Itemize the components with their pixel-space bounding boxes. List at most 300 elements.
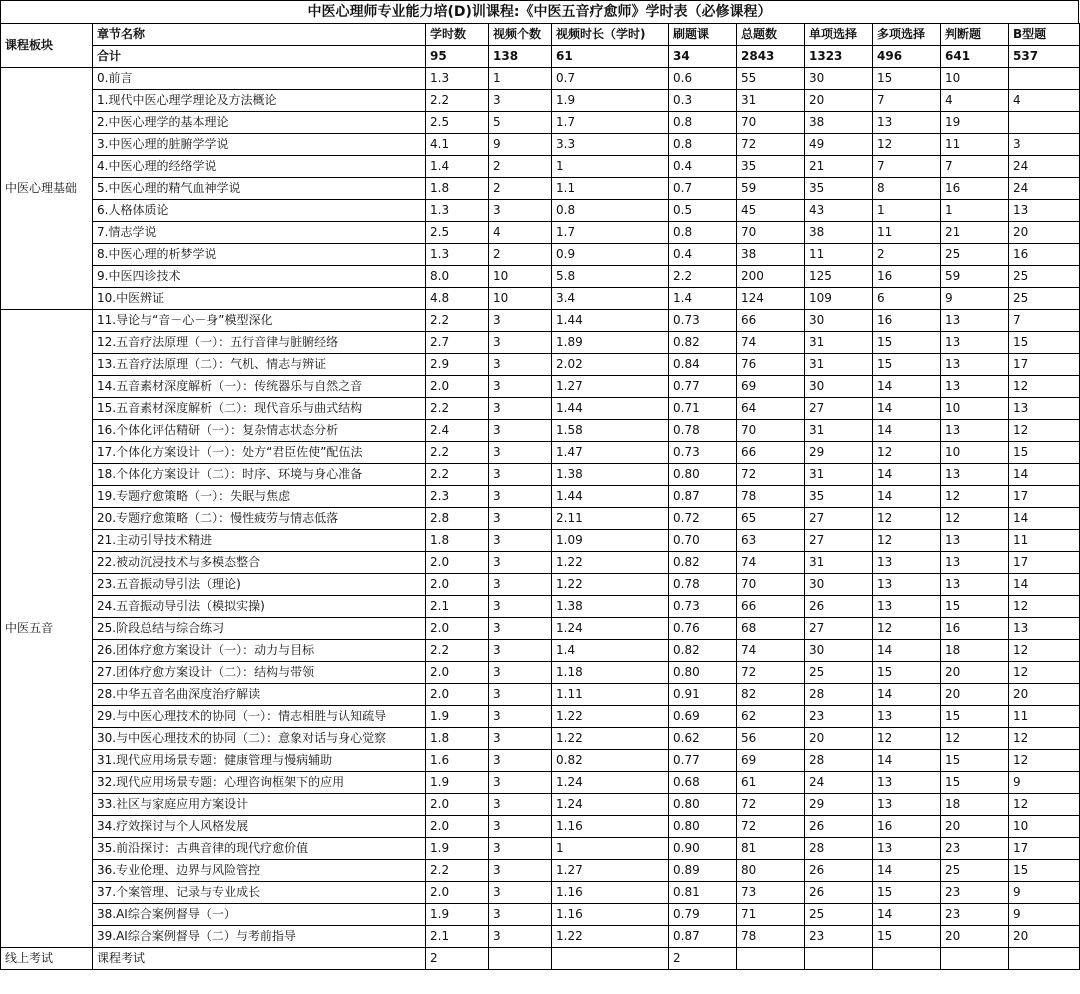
table-row <box>1 200 1080 222</box>
value-cell: 9 <box>489 134 552 156</box>
value-cell: 12 <box>873 442 941 464</box>
value-cell: 70 <box>737 112 805 134</box>
value-cell: 9 <box>941 288 1009 310</box>
value-cell: 3 <box>489 794 552 816</box>
value-cell: 2 <box>489 178 552 200</box>
value-cell: 3 <box>489 486 552 508</box>
value-cell: 3 <box>489 728 552 750</box>
value-cell: 3 <box>489 530 552 552</box>
value-cell: 8 <box>873 178 941 200</box>
value-cell: 13 <box>941 464 1009 486</box>
value-cell: 0.70 <box>669 530 737 552</box>
value-cell: 1.22 <box>552 552 669 574</box>
value-cell: 8.0 <box>426 266 489 288</box>
value-cell: 15 <box>941 750 1009 772</box>
chapter-name-cell: 10.中医辨证 <box>93 288 426 310</box>
value-cell: 2.4 <box>426 420 489 442</box>
value-cell: 0.8 <box>669 134 737 156</box>
value-cell: 3 <box>489 882 552 904</box>
value-cell: 4.1 <box>426 134 489 156</box>
value-cell: 82 <box>737 684 805 706</box>
value-cell: 2.2 <box>669 266 737 288</box>
value-cell: 12 <box>941 728 1009 750</box>
value-cell: 1.09 <box>552 530 669 552</box>
value-cell: 16 <box>1009 244 1080 266</box>
value-cell: 73 <box>737 882 805 904</box>
value-cell: 200 <box>737 266 805 288</box>
value-cell: 12 <box>1009 596 1080 618</box>
value-cell: 27 <box>805 508 873 530</box>
chapter-name-cell: 36.专业伦理、边界与风险管控 <box>93 860 426 882</box>
value-cell: 26 <box>805 816 873 838</box>
value-cell: 0.73 <box>669 310 737 332</box>
value-cell: 3 <box>489 816 552 838</box>
value-cell: 1.44 <box>552 398 669 420</box>
value-cell: 2.0 <box>426 816 489 838</box>
value-cell: 12 <box>873 508 941 530</box>
value-cell: 1.18 <box>552 662 669 684</box>
value-cell: 3 <box>489 442 552 464</box>
course-hours-table <box>0 23 1080 970</box>
chapter-name-cell: 26.团体疗愈方案设计（一）：动力与目标 <box>93 640 426 662</box>
value-cell <box>1009 948 1080 970</box>
value-cell: 3 <box>489 420 552 442</box>
value-cell: 3 <box>489 552 552 574</box>
value-cell: 63 <box>737 530 805 552</box>
value-cell: 3 <box>489 618 552 640</box>
value-cell: 31 <box>805 552 873 574</box>
value-cell: 3 <box>489 838 552 860</box>
sheet-title: 中医心理师专业能力培(D)训课程:《中医五音疗愈师》学时表（必修课程） <box>0 0 1079 23</box>
table-row <box>1 112 1080 134</box>
value-cell: 1.9 <box>426 772 489 794</box>
value-cell: 74 <box>737 640 805 662</box>
value-cell: 72 <box>737 134 805 156</box>
value-cell <box>941 948 1009 970</box>
value-cell: 0.71 <box>669 398 737 420</box>
value-cell: 78 <box>737 486 805 508</box>
value-cell: 0.77 <box>669 750 737 772</box>
value-cell: 13 <box>941 420 1009 442</box>
table-row <box>1 68 1080 90</box>
chapter-name-cell: 31.现代应用场景专题：健康管理与慢病辅助 <box>93 750 426 772</box>
value-cell: 13 <box>873 112 941 134</box>
value-cell: 14 <box>1009 464 1080 486</box>
value-cell: 1 <box>552 156 669 178</box>
value-cell: 15 <box>1009 332 1080 354</box>
value-cell: 1.22 <box>552 728 669 750</box>
value-cell: 15 <box>873 926 941 948</box>
value-cell: 65 <box>737 508 805 530</box>
value-cell: 0.76 <box>669 618 737 640</box>
value-cell: 28 <box>805 684 873 706</box>
value-cell: 2.0 <box>426 574 489 596</box>
value-cell: 125 <box>805 266 873 288</box>
chapter-name-cell: 2.中医心理学的基本理论 <box>93 112 426 134</box>
value-cell: 1.8 <box>426 178 489 200</box>
value-cell: 12 <box>873 530 941 552</box>
value-cell: 1.7 <box>552 112 669 134</box>
column-header-cell: 视频个数 <box>489 24 552 46</box>
table-row <box>1 156 1080 178</box>
chapter-name-cell: 24.五音振动导引法（模拟实操) <box>93 596 426 618</box>
value-cell: 13 <box>941 530 1009 552</box>
value-cell: 15 <box>1009 860 1080 882</box>
value-cell: 12 <box>941 508 1009 530</box>
table-row <box>1 596 1080 618</box>
chapter-name-cell: 27.团体疗愈方案设计（二）：结构与带领 <box>93 662 426 684</box>
value-cell: 55 <box>737 68 805 90</box>
table-row <box>1 376 1080 398</box>
value-cell: 30 <box>805 376 873 398</box>
value-cell: 70 <box>737 222 805 244</box>
value-cell: 31 <box>805 354 873 376</box>
value-cell: 0.79 <box>669 904 737 926</box>
value-cell: 17 <box>1009 354 1080 376</box>
chapter-name-cell: 28.中华五音名曲深度治疗解读 <box>93 684 426 706</box>
value-cell: 30 <box>805 310 873 332</box>
table-row <box>1 508 1080 530</box>
value-cell: 0.82 <box>552 750 669 772</box>
value-cell: 24 <box>805 772 873 794</box>
value-cell: 20 <box>1009 926 1080 948</box>
value-cell: 31 <box>805 420 873 442</box>
chapter-name-cell: 1.现代中医心理学理论及方法概论 <box>93 90 426 112</box>
value-cell: 2.8 <box>426 508 489 530</box>
table-row <box>1 332 1080 354</box>
value-cell: 25 <box>1009 266 1080 288</box>
value-cell: 14 <box>873 464 941 486</box>
value-cell: 38 <box>805 222 873 244</box>
value-cell: 12 <box>1009 376 1080 398</box>
value-cell: 0.77 <box>669 376 737 398</box>
value-cell: 10 <box>941 398 1009 420</box>
value-cell: 0.69 <box>669 706 737 728</box>
chapter-name-cell: 19.专题疗愈策略（一）：失眠与焦虑 <box>93 486 426 508</box>
table-row <box>1 684 1080 706</box>
value-cell: 13 <box>1009 618 1080 640</box>
table-row <box>1 486 1080 508</box>
value-cell: 13 <box>873 596 941 618</box>
value-cell: 1.89 <box>552 332 669 354</box>
chapter-name-cell: 16.个体化评估精研（一）：复杂情志状态分析 <box>93 420 426 442</box>
value-cell: 1.16 <box>552 904 669 926</box>
value-cell: 26 <box>805 882 873 904</box>
chapter-name-cell: 39.AI综合案例督导（二）与考前指导 <box>93 926 426 948</box>
value-cell: 1.22 <box>552 926 669 948</box>
value-cell: 2.2 <box>426 90 489 112</box>
value-cell: 0.80 <box>669 816 737 838</box>
value-cell: 13 <box>941 332 1009 354</box>
value-cell <box>1009 68 1080 90</box>
module-cell: 中医心理基础 <box>1 68 93 310</box>
value-cell: 1.44 <box>552 310 669 332</box>
value-cell: 7 <box>873 90 941 112</box>
value-cell: 1.47 <box>552 442 669 464</box>
chapter-name-cell: 9.中医四诊技术 <box>93 266 426 288</box>
module-header-cell: 课程板块 <box>1 24 93 68</box>
table-row <box>1 816 1080 838</box>
value-cell: 0.80 <box>669 794 737 816</box>
table-body <box>1 24 1080 970</box>
table-row <box>1 244 1080 266</box>
value-cell: 2.2 <box>426 398 489 420</box>
value-cell: 78 <box>737 926 805 948</box>
value-cell: 20 <box>941 926 1009 948</box>
value-cell: 11 <box>1009 530 1080 552</box>
value-cell <box>805 948 873 970</box>
value-cell: 0.3 <box>669 90 737 112</box>
value-cell: 1.6 <box>426 750 489 772</box>
value-cell: 59 <box>941 266 1009 288</box>
value-cell: 2.5 <box>426 222 489 244</box>
value-cell: 16 <box>873 310 941 332</box>
table-row <box>1 398 1080 420</box>
value-cell: 0.90 <box>669 838 737 860</box>
chapter-name-cell: 20.专题疗愈策略（二）：慢性疲劳与情志低落 <box>93 508 426 530</box>
value-cell: 14 <box>873 640 941 662</box>
value-cell: 15 <box>941 772 1009 794</box>
chapter-name-cell: 25.阶段总结与综合练习 <box>93 618 426 640</box>
value-cell: 14 <box>1009 508 1080 530</box>
value-cell: 2 <box>873 244 941 266</box>
value-cell: 2.7 <box>426 332 489 354</box>
chapter-name-cell: 34.疗效探讨与个人风格发展 <box>93 816 426 838</box>
chapter-name-cell: 15.五音素材深度解析（二）：现代音乐与曲式结构 <box>93 398 426 420</box>
value-cell: 30 <box>805 574 873 596</box>
value-cell: 20 <box>805 728 873 750</box>
value-cell: 15 <box>873 662 941 684</box>
value-cell: 4.8 <box>426 288 489 310</box>
value-cell: 5.8 <box>552 266 669 288</box>
value-cell: 1 <box>873 200 941 222</box>
total-cell: 138 <box>489 46 552 68</box>
value-cell: 12 <box>873 728 941 750</box>
value-cell: 3 <box>489 354 552 376</box>
value-cell: 13 <box>873 772 941 794</box>
value-cell: 23 <box>941 904 1009 926</box>
value-cell: 66 <box>737 442 805 464</box>
total-cell: 537 <box>1009 46 1080 68</box>
value-cell: 13 <box>873 706 941 728</box>
table-row <box>1 640 1080 662</box>
table-row <box>1 926 1080 948</box>
value-cell: 23 <box>805 926 873 948</box>
value-cell: 1.27 <box>552 376 669 398</box>
table-row <box>1 662 1080 684</box>
value-cell: 2 <box>669 948 737 970</box>
chapter-name-cell: 4.中医心理的经络学说 <box>93 156 426 178</box>
value-cell: 2.2 <box>426 310 489 332</box>
value-cell: 23 <box>805 706 873 728</box>
value-cell: 1 <box>552 838 669 860</box>
value-cell: 1.7 <box>552 222 669 244</box>
table-row <box>1 354 1080 376</box>
value-cell <box>737 948 805 970</box>
value-cell: 35 <box>737 156 805 178</box>
value-cell: 15 <box>873 68 941 90</box>
value-cell: 1.3 <box>426 68 489 90</box>
value-cell: 1.4 <box>669 288 737 310</box>
chapter-name-cell: 17.个体化方案设计（一）：处方“君臣佐使”配伍法 <box>93 442 426 464</box>
value-cell: 23 <box>941 838 1009 860</box>
chapter-name-cell: 32.现代应用场景专题：心理咨询框架下的应用 <box>93 772 426 794</box>
chapter-name-cell: 23.五音振动导引法（理论) <box>93 574 426 596</box>
value-cell: 7 <box>941 156 1009 178</box>
value-cell: 56 <box>737 728 805 750</box>
value-cell: 72 <box>737 816 805 838</box>
value-cell: 25 <box>1009 288 1080 310</box>
value-cell: 26 <box>805 860 873 882</box>
total-cell: 1323 <box>805 46 873 68</box>
chapter-name-cell: 0.前言 <box>93 68 426 90</box>
value-cell: 12 <box>873 618 941 640</box>
value-cell: 4 <box>1009 90 1080 112</box>
chapter-name-cell: 29.与中医心理技术的协同（一）：情志相胜与认知疏导 <box>93 706 426 728</box>
value-cell: 15 <box>941 706 1009 728</box>
chapter-name-cell: 30.与中医心理技术的协同（二）：意象对话与身心觉察 <box>93 728 426 750</box>
value-cell: 2.2 <box>426 464 489 486</box>
value-cell: 3 <box>489 200 552 222</box>
value-cell: 1.8 <box>426 728 489 750</box>
value-cell: 49 <box>805 134 873 156</box>
value-cell: 30 <box>805 68 873 90</box>
table-row <box>1 288 1080 310</box>
table-row <box>1 442 1080 464</box>
value-cell: 3.4 <box>552 288 669 310</box>
chapter-name-cell: 33.社区与家庭应用方案设计 <box>93 794 426 816</box>
value-cell: 35 <box>805 486 873 508</box>
value-cell: 0.78 <box>669 574 737 596</box>
chapter-name-cell: 12.五音疗法原理（一）：五行音律与脏腑经络 <box>93 332 426 354</box>
value-cell: 124 <box>737 288 805 310</box>
value-cell: 12 <box>1009 662 1080 684</box>
value-cell: 13 <box>873 552 941 574</box>
value-cell: 29 <box>805 794 873 816</box>
value-cell: 0.5 <box>669 200 737 222</box>
total-cell: 95 <box>426 46 489 68</box>
value-cell: 0.91 <box>669 684 737 706</box>
value-cell: 0.89 <box>669 860 737 882</box>
value-cell: 72 <box>737 794 805 816</box>
value-cell: 13 <box>873 794 941 816</box>
value-cell: 3 <box>489 684 552 706</box>
chapter-name-cell: 37.个案管理、记录与专业成长 <box>93 882 426 904</box>
table-row <box>1 222 1080 244</box>
value-cell: 68 <box>737 618 805 640</box>
value-cell: 0.8 <box>669 222 737 244</box>
column-header-cell: 视频时长（学时) <box>552 24 669 46</box>
value-cell: 76 <box>737 354 805 376</box>
value-cell: 0.73 <box>669 596 737 618</box>
value-cell: 20 <box>1009 222 1080 244</box>
value-cell: 1 <box>489 68 552 90</box>
table-row <box>1 530 1080 552</box>
table-row <box>1 860 1080 882</box>
value-cell: 2 <box>426 948 489 970</box>
value-cell: 13 <box>873 574 941 596</box>
value-cell: 4 <box>941 90 1009 112</box>
table-row <box>1 882 1080 904</box>
value-cell: 1.38 <box>552 464 669 486</box>
value-cell: 0.6 <box>669 68 737 90</box>
value-cell: 12 <box>873 134 941 156</box>
value-cell: 13 <box>941 552 1009 574</box>
value-cell: 3 <box>489 926 552 948</box>
value-cell: 14 <box>873 860 941 882</box>
header-row <box>1 24 1080 46</box>
value-cell: 0.7 <box>669 178 737 200</box>
value-cell: 2 <box>489 244 552 266</box>
value-cell: 30 <box>805 640 873 662</box>
column-header-cell: 章节名称 <box>93 24 426 46</box>
table-row <box>1 772 1080 794</box>
value-cell: 2.0 <box>426 882 489 904</box>
value-cell: 0.80 <box>669 662 737 684</box>
total-cell: 34 <box>669 46 737 68</box>
value-cell: 20 <box>941 816 1009 838</box>
value-cell: 10 <box>489 288 552 310</box>
value-cell: 2.1 <box>426 596 489 618</box>
value-cell: 13 <box>941 376 1009 398</box>
value-cell: 1.58 <box>552 420 669 442</box>
value-cell: 3 <box>489 332 552 354</box>
value-cell: 10 <box>941 68 1009 90</box>
value-cell: 27 <box>805 530 873 552</box>
value-cell: 1.9 <box>426 904 489 926</box>
value-cell: 0.62 <box>669 728 737 750</box>
value-cell: 2.1 <box>426 926 489 948</box>
chapter-name-cell: 22.被动沉浸技术与多模态整合 <box>93 552 426 574</box>
value-cell: 13 <box>1009 200 1080 222</box>
value-cell: 2.0 <box>426 618 489 640</box>
value-cell: 1.3 <box>426 244 489 266</box>
chapter-name-cell: 5.中医心理的精气血神学说 <box>93 178 426 200</box>
value-cell: 66 <box>737 596 805 618</box>
value-cell: 13 <box>941 354 1009 376</box>
table-row <box>1 948 1080 970</box>
value-cell: 21 <box>805 156 873 178</box>
value-cell: 69 <box>737 750 805 772</box>
value-cell: 18 <box>941 640 1009 662</box>
value-cell: 109 <box>805 288 873 310</box>
value-cell: 0.8 <box>552 200 669 222</box>
table-row <box>1 134 1080 156</box>
value-cell: 38 <box>737 244 805 266</box>
value-cell: 72 <box>737 464 805 486</box>
value-cell: 31 <box>805 464 873 486</box>
value-cell: 13 <box>941 574 1009 596</box>
value-cell: 14 <box>1009 574 1080 596</box>
value-cell: 2.9 <box>426 354 489 376</box>
value-cell: 1.44 <box>552 486 669 508</box>
value-cell: 1.4 <box>552 640 669 662</box>
value-cell: 35 <box>805 178 873 200</box>
value-cell: 0.81 <box>669 882 737 904</box>
value-cell: 2.0 <box>426 684 489 706</box>
value-cell: 3 <box>489 574 552 596</box>
table-row <box>1 904 1080 926</box>
value-cell: 17 <box>1009 486 1080 508</box>
total-cell: 2843 <box>737 46 805 68</box>
value-cell: 13 <box>1009 398 1080 420</box>
table-row <box>1 464 1080 486</box>
table-row <box>1 706 1080 728</box>
value-cell: 3 <box>489 860 552 882</box>
value-cell: 10 <box>489 266 552 288</box>
value-cell: 74 <box>737 332 805 354</box>
value-cell: 0.73 <box>669 442 737 464</box>
